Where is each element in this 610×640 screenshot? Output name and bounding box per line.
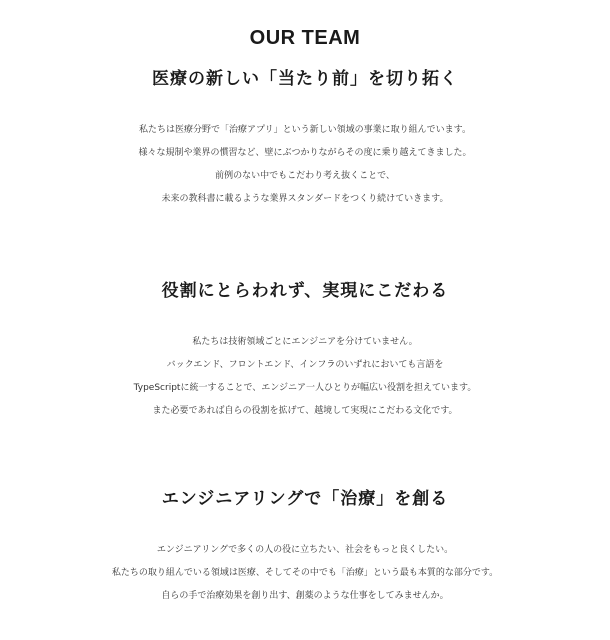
body-line: 私たちは技術領域ごとにエンジニアを分けていません。 [192, 337, 418, 347]
section-heading: 医療の新しい「当たり前」を切り拓く [152, 69, 458, 89]
body-line: 様々な規制や業界の慣習など、壁にぶつかりながらその度に乗り越えてきました。 [138, 148, 472, 158]
section-heading: 役割にとらわれず、実現にこだわる [161, 281, 449, 301]
body-line: エンジニアリングで多くの人の役に立ちたい、社会をもっと良くしたい。 [156, 545, 454, 555]
section-new-normal [0, 68, 610, 211]
body-line: TypeScriptに統一することで、エンジニア一人ひとりが幅広い役割を担えています。 [133, 383, 477, 393]
section-engineering [0, 488, 610, 608]
page-title: OUR TEAM [249, 27, 361, 50]
body-line: 未来の教科書に載るような業界スタンダードをつくり続けていきます。 [161, 194, 449, 204]
section-body [0, 539, 610, 608]
body-line: 自らの手で治療効果を創り出す、創薬のような仕事をしてみませんか。 [161, 591, 449, 601]
section-roles [0, 280, 610, 423]
body-line: バックエンド、フロントエンド、インフラのいずれにおいても言語を [166, 360, 444, 370]
body-line: 前例のない中でもこだわり考え抜くことで、 [215, 171, 395, 181]
body-line: また必要であれば自らの役割を拡げて、越境して実現にこだわる文化です。 [152, 406, 458, 416]
section-body [0, 119, 610, 211]
section-body [0, 331, 610, 423]
section-heading: エンジニアリングで「治療」を創る [161, 489, 449, 509]
body-line: 私たちは医療分野で「治療アプリ」という新しい領域の事業に取り組んでいます。 [139, 125, 471, 135]
body-line: 私たちの取り組んでいる領域は医療、そしてその中でも「治療」という最も本質的な部分です。 [111, 568, 499, 578]
